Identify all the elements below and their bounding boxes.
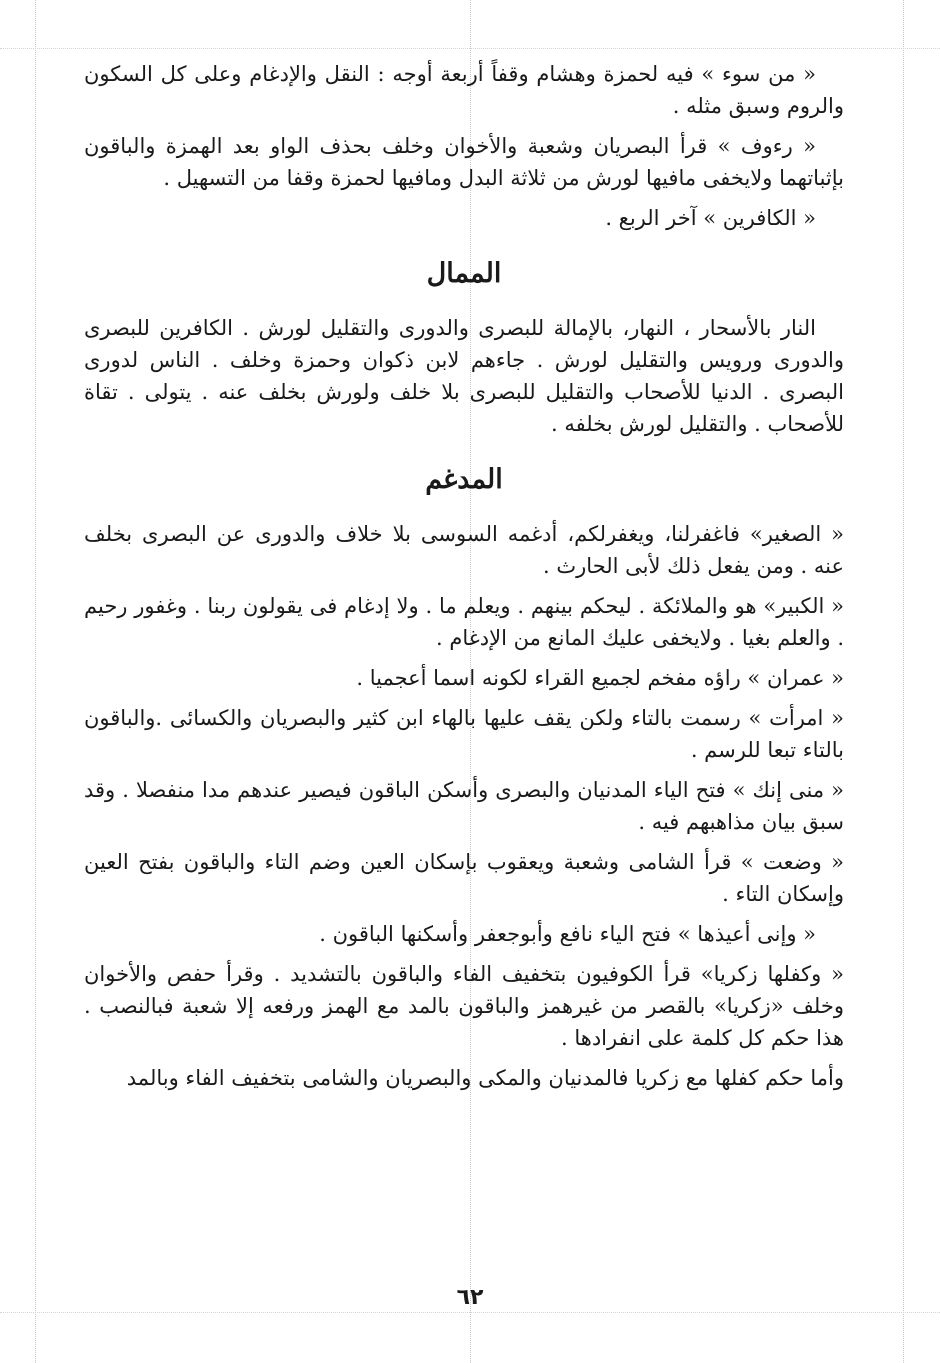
scan-guide-line bbox=[0, 1312, 940, 1313]
paragraph: « الكبير» هو والملائكة . ليحكم بينهم . ويعلم ما . ولا إدغام فى يقولون ربنا . وغفور رحيم . والعلم بغيا . ولايخفى عليك المانع من الإدغام . bbox=[84, 594, 844, 650]
paragraph: « عمران » راؤه مفخم لجميع القراء لكونه اسما أعجميا . bbox=[356, 666, 844, 690]
paragraph: « وإنى أعيذها » فتح الياء نافع وأبوجعفر وأسكنها الباقون . bbox=[319, 922, 816, 946]
paragraph: « امرأت » رسمت بالتاء ولكن يقف عليها بالهاء ابن كثير والبصريان والكسائى .والباقون بالتاء تبعا للرسم . bbox=[84, 706, 844, 762]
page-number: ٦٢ bbox=[456, 1285, 484, 1310]
paragraph: « الصغير» فاغفرلنا، ويغفرلكم، أدغمه السوسى بلا خلاف والدورى عن البصرى بخلف عنه . ومن يفعل ذلك لأبى الحارث . bbox=[84, 522, 844, 578]
paragraph: وأما حكم كفلها مع زكريا فالمدنيان والمكى والبصريان والشامى بتخفيف الفاء وبالمد bbox=[126, 1066, 844, 1090]
section-heading-mudgham: المدغم bbox=[425, 464, 503, 495]
scan-guide-line bbox=[903, 0, 904, 1363]
paragraph: « من سوء » فيه لحمزة وهشام وقفاً أربعة أوجه : النقل والإدغام وعلى كل السكون والروم وسبق مثله . bbox=[84, 62, 844, 118]
paragraph: « رءوف » قرأ البصريان وشعبة والأخوان وخلف بحذف الواو بعد الهمزة والباقون بإثباتهما ولايخفى مافيها لورش من ثلاثة البدل ومافيها لحمزة وقفا من التسهيل . bbox=[84, 134, 844, 190]
scan-guide-line bbox=[35, 0, 36, 1363]
paragraph: « منى إنك » فتح الياء المدنيان والبصرى وأسكن الباقون فيصير عندهم مدا منفصلا . وقد سبق بيان مذاهبهم فيه . bbox=[84, 778, 844, 834]
section-heading-mumal: الممال bbox=[426, 258, 502, 289]
paragraph: « الكافرين » آخر الربع . bbox=[605, 206, 816, 230]
paragraph: « وكفلها زكريا» قرأ الكوفيون بتخفيف الفاء والباقون بالتشديد . وقرأ حفص والأخوان وخلف «زكريا» بالقصر من غيرهمز والباقون بالمد مع الهمز ورفعه إلا شعبة فبالنصب . هذا حكم كل كلمة على انفرادها . bbox=[84, 962, 844, 1050]
page-body bbox=[84, 58, 844, 1102]
paragraph: النار بالأسحار ، النهار، بالإمالة للبصرى والدورى والتقليل لورش . الكافرين للبصرى والدورى ورويس والتقليل لورش . جاءهم لابن ذكوان وحمزة وخلف . الناس لدورى البصرى . الدنيا للأصحاب والتقليل للبصرى بلا خلف ولورش بخلف عنه . يتولى . تقاة للأصحاب . والتقليل لورش بخلفه . bbox=[84, 316, 844, 436]
scan-guide-line bbox=[0, 48, 940, 49]
paragraph: « وضعت » قرأ الشامى وشعبة ويعقوب بإسكان العين وضم التاء والباقون بفتح العين وإسكان التاء . bbox=[84, 850, 844, 906]
